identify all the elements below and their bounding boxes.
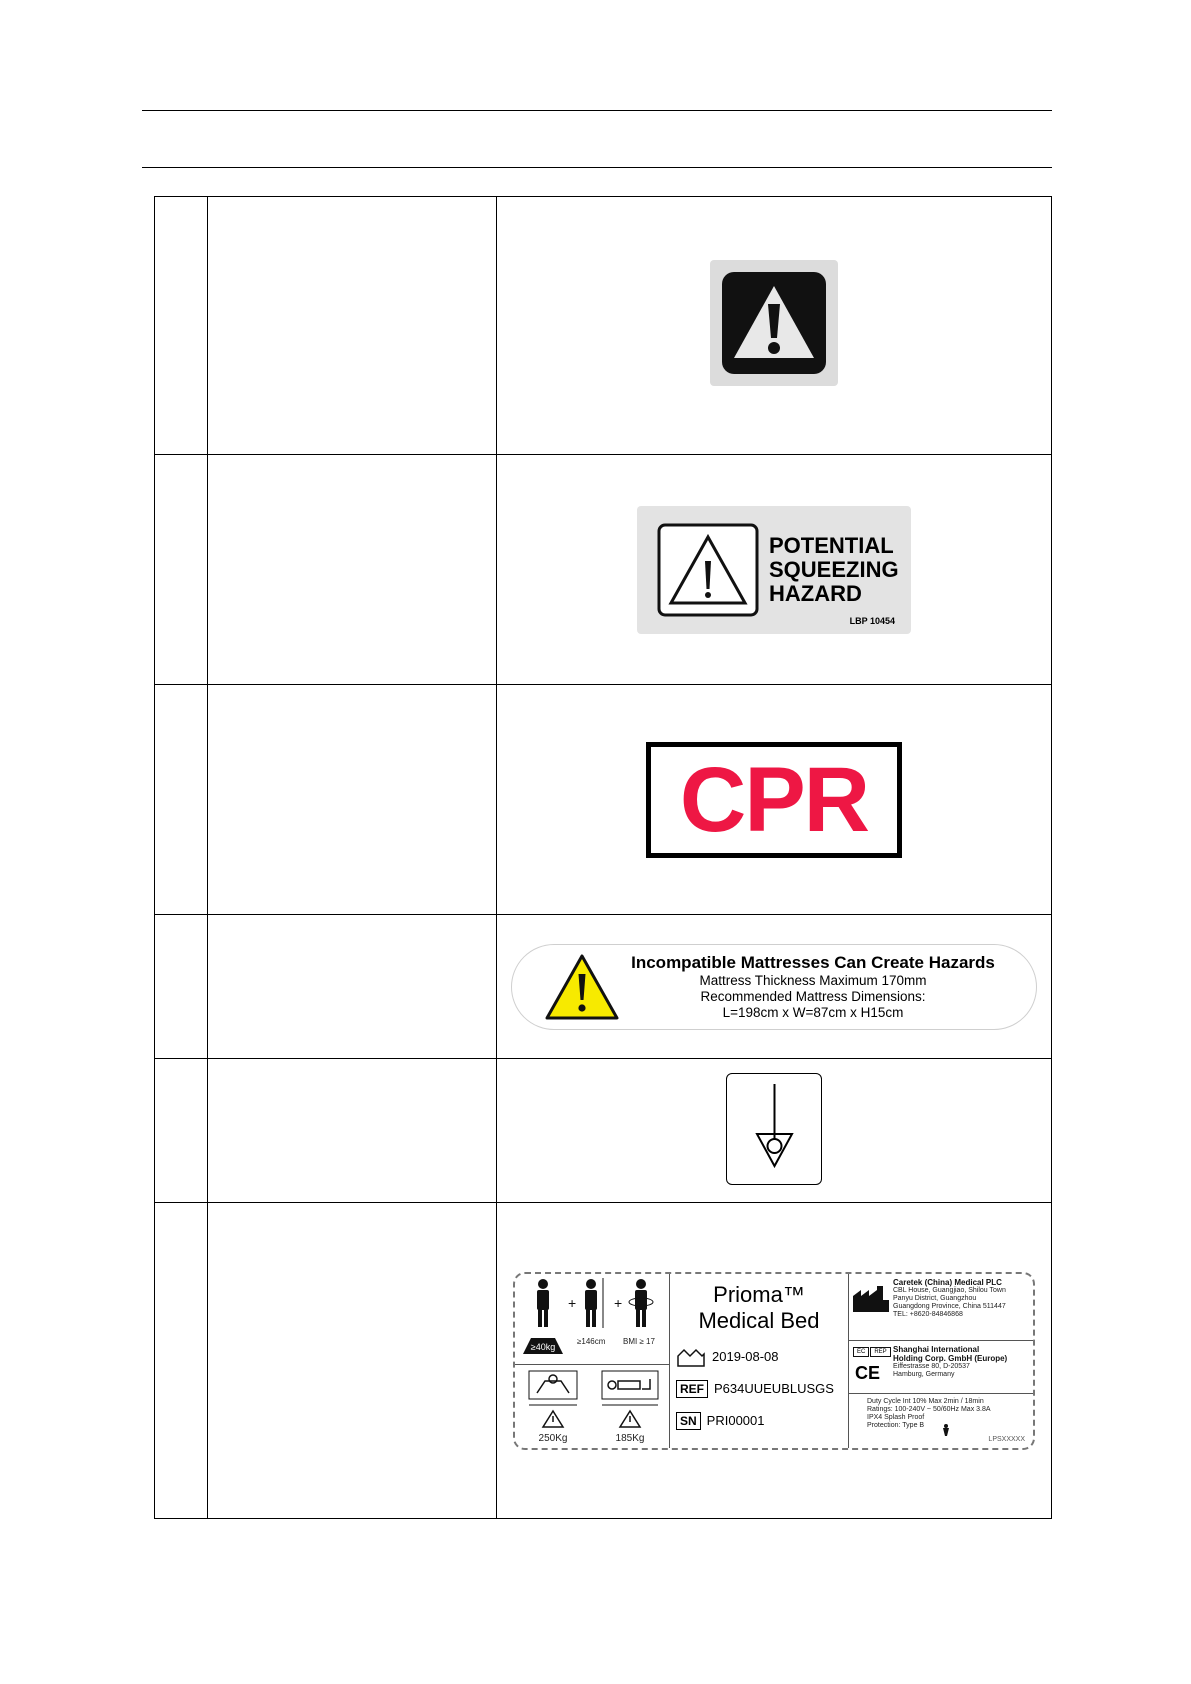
squeezing-hazard-label (637, 506, 911, 634)
ref-box: REF (676, 1380, 708, 1398)
address-line: CBL House, Guangjiao, Shilou Town (893, 1286, 1006, 1294)
warning-triangle-icon (710, 260, 838, 386)
spec-line: Protection: Type B (867, 1421, 925, 1429)
cpr-label: CPR (646, 742, 902, 858)
row-number-cell (155, 685, 208, 915)
row-number-cell (155, 455, 208, 685)
symbol-cell (497, 197, 1052, 455)
ec-label: EC (853, 1347, 869, 1357)
table-row (155, 1203, 1052, 1519)
warning-triangle-outline-icon (657, 523, 759, 617)
mattress-hazard-label (511, 944, 1037, 1030)
label-code: LPSXXXXX (988, 1435, 1025, 1443)
ec-rep-mark (853, 1347, 891, 1357)
squeezing-line: POTENTIAL (769, 532, 894, 558)
manufacture-date: 2019-08-08 (712, 1349, 779, 1364)
sn-box: SN (676, 1412, 701, 1430)
symbol-cell (497, 1059, 1052, 1203)
description-cell (208, 197, 497, 455)
symbol-cell (497, 1203, 1052, 1519)
patient-criteria-icons (515, 1274, 667, 1362)
patient-criteria (515, 1274, 669, 1365)
max-patient-weight (592, 1365, 669, 1454)
description-cell (208, 915, 497, 1059)
address-line: Panyu District, Guangzhou (893, 1294, 977, 1302)
manufacturer-factory-icon (853, 1286, 889, 1312)
description-cell (208, 455, 497, 685)
warning-symbol (710, 260, 838, 386)
rep-address-line: Hamburg, Germany (893, 1370, 955, 1378)
ce-mark: CE (855, 1362, 881, 1383)
product-rating-label (513, 1272, 1035, 1450)
spec-line: IPX4 Splash Proof (867, 1413, 925, 1421)
ground-symbol (726, 1073, 822, 1185)
manufacture-date-row (676, 1346, 779, 1368)
address-line: TEL: +8620-84846868 (893, 1310, 963, 1318)
rep-label: REP (870, 1347, 890, 1357)
equipotential-ground-icon (728, 1074, 821, 1183)
svg-text:+: + (568, 1294, 577, 1311)
ref-value: P634UUEUBLUSGS (714, 1381, 834, 1396)
height-min-text: ≥146cm (577, 1336, 606, 1346)
description-cell (208, 1203, 497, 1519)
product-identity-panel (670, 1274, 849, 1448)
symbol-cell (497, 685, 1052, 915)
manufacturer-name: Caretek (China) Medical PLC (893, 1277, 1002, 1287)
address-line: Guangdong Province, China 511447 (893, 1302, 1006, 1310)
rep-address-line: Eiffestrasse 80, D-20537 (893, 1362, 970, 1370)
patient-requirements-panel (515, 1274, 670, 1448)
max-patient-weight-text: 185Kg (615, 1432, 645, 1444)
spec-line: Duty Cycle Int 10% Max 2min / 18min (867, 1397, 984, 1405)
table-row (155, 915, 1052, 1059)
manufacturer-block (849, 1274, 1033, 1341)
spec-line: Ratings: 100-240V ~ 50/60Hz Max 3.8A (867, 1405, 991, 1413)
date-of-manufacture-icon (676, 1346, 706, 1368)
sn-value: PRI00001 (706, 1413, 765, 1428)
label-code: LBP 10454 (849, 615, 895, 626)
squeezing-hazard-text (769, 534, 899, 606)
description-cell (208, 685, 497, 915)
max-patient-weight-icon (592, 1365, 668, 1449)
symbol-cell (497, 915, 1052, 1059)
specs-text (867, 1398, 991, 1430)
svg-text:+: + (614, 1294, 623, 1311)
header-rule-bottom (142, 167, 1052, 168)
rep-text (893, 1345, 1007, 1379)
safe-working-load-icon (515, 1365, 591, 1449)
manufacturer-text (893, 1278, 1006, 1319)
ec-rep-block (849, 1341, 1033, 1394)
mattress-title: Incompatible Mattresses Can Create Hazards (631, 952, 995, 972)
product-name (670, 1282, 848, 1334)
row-number-cell (155, 197, 208, 455)
row-number-cell (155, 1059, 208, 1203)
safe-working-load-text: 250Kg (538, 1432, 568, 1444)
table-row (155, 455, 1052, 685)
table-row (155, 1059, 1052, 1203)
mattress-line: L=198cm x W=87cm x H15cm (722, 1004, 904, 1020)
bmi-min-text: BMI ≥ 17 (623, 1336, 655, 1346)
rep-name-line: Holding Corp. GmbH (Europe) (893, 1353, 1008, 1363)
description-cell (208, 1059, 497, 1203)
row-number-cell (155, 1203, 208, 1519)
table-row (155, 685, 1052, 915)
load-limits (515, 1365, 669, 1454)
mattress-text (620, 953, 1006, 1021)
squeezing-line: HAZARD (769, 580, 862, 606)
header-rule-top (142, 110, 1052, 111)
table-row (155, 197, 1052, 455)
electrical-specs-block (849, 1394, 1033, 1448)
yellow-warning-icon (544, 952, 620, 1022)
row-number-cell (155, 915, 208, 1059)
safe-working-load (515, 1365, 592, 1454)
sn-row (676, 1412, 765, 1430)
mattress-line: Mattress Thickness Maximum 170mm (699, 972, 927, 988)
type-b-applied-part-icon (941, 1424, 951, 1436)
product-name-line: Prioma™ (713, 1281, 805, 1307)
product-name-line: Medical Bed (698, 1307, 820, 1333)
ref-row (676, 1380, 834, 1398)
symbols-table (154, 196, 1052, 1519)
rep-name-line: Shanghai International (893, 1344, 980, 1354)
weight-min-text: ≥40kg (530, 1341, 556, 1352)
squeezing-line: SQUEEZING (769, 556, 899, 582)
symbol-cell (497, 455, 1052, 685)
manufacturer-panel (849, 1274, 1033, 1448)
mattress-line: Recommended Mattress Dimensions: (700, 988, 926, 1004)
